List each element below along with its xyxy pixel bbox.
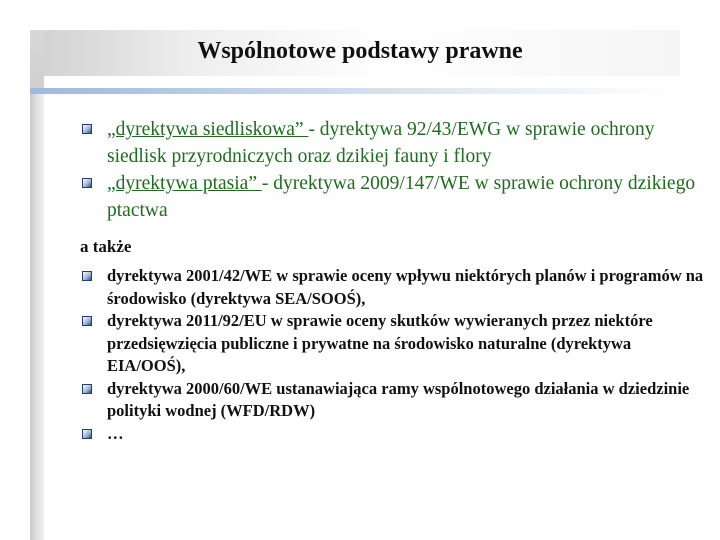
- slide-title: Wspólnotowe podstawy prawne: [197, 38, 523, 64]
- also-label: a także: [80, 237, 132, 256]
- side-decoration-bar: [30, 30, 44, 540]
- directive-text: dyrektywa 2000/60/WE ustanawiająca ramy wspólnotowego działania w dziedzinie polityki wodnej (WFD/RDW): [107, 378, 690, 420]
- list-item: [80, 378, 710, 423]
- directive-description: - dyrektywa 92/43/EWG w sprawie ochrony siedlisk przyrodniczych oraz dzikiej fauny i flory: [107, 119, 655, 167]
- list-item: [80, 265, 710, 310]
- square-bullet-icon: [82, 429, 92, 439]
- square-bullet-icon: [82, 178, 92, 188]
- directive-text: dyrektywa 2001/42/WE w sprawie oceny wpływu niektórych planów i programów na środowisko (dyrektywa SEA/SOOŚ),: [107, 266, 704, 308]
- directive-text: …: [107, 423, 124, 443]
- directive-name: „dyrektywa ptasia”: [107, 173, 262, 194]
- list-item: [80, 116, 700, 170]
- square-bullet-icon: [82, 271, 92, 281]
- list-item: [80, 423, 710, 446]
- list-item: [80, 170, 700, 224]
- list-item: [80, 310, 710, 378]
- directive-text: dyrektywa 2011/92/EU w sprawie oceny skutków wywieranych przez niektóre przedsięwzięcia publiczne i prywatne na środowisko naturalne (dyrektywa EIA/OOŚ),: [107, 311, 653, 375]
- directive-description: - dyrektywa 2009/147/WE w sprawie ochrony dzikiego ptactwa: [107, 173, 696, 221]
- square-bullet-icon: [82, 384, 92, 394]
- square-bullet-icon: [82, 124, 92, 134]
- directive-name: „dyrektywa siedliskowa”: [107, 119, 309, 140]
- secondary-directives-list: [80, 265, 710, 445]
- square-bullet-icon: [82, 316, 92, 326]
- primary-directives-list: [80, 116, 700, 224]
- title-underline: [30, 88, 680, 94]
